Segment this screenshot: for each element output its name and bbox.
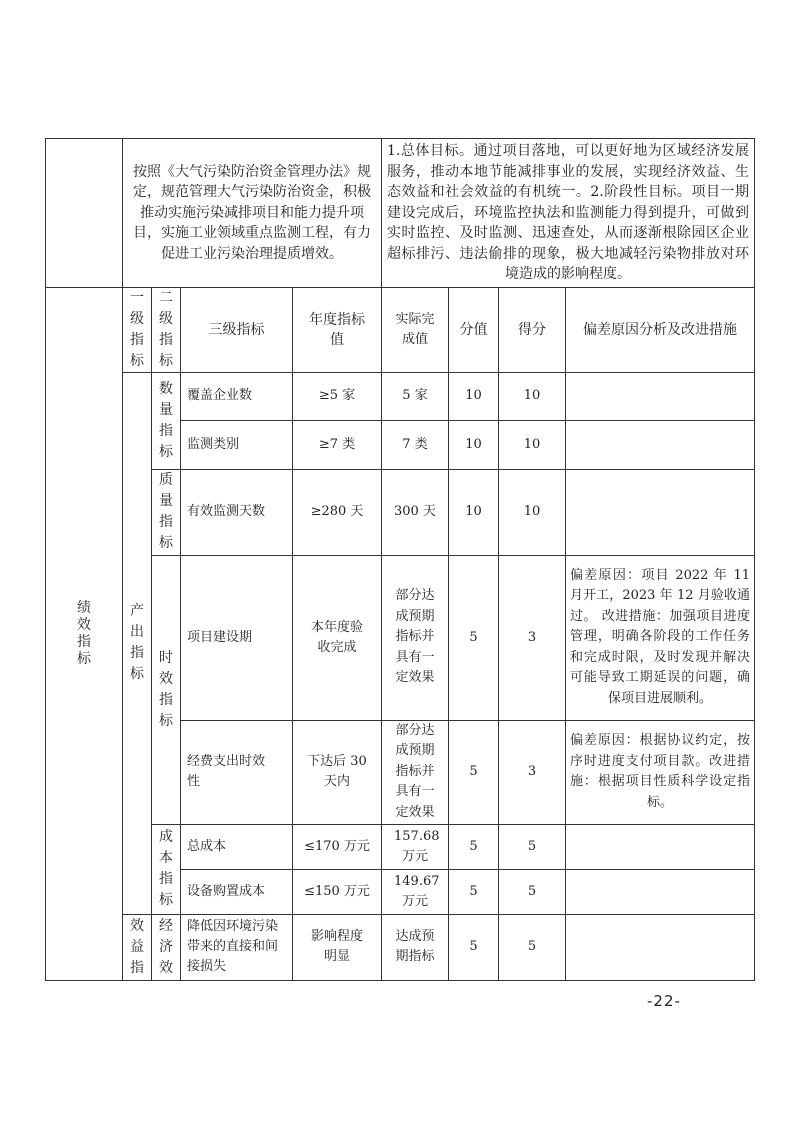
goal-description: 1.总体目标。通过项目落地，可以更好地为区域经济发展服务，推动本地节能减排事业的发展，实现经济效益、生态效益和社会效益的有机统一。2.阶段性目标。项目一期建设完成后，环境监控执法和监测能力得到提升，可做到实时监控、及时监测、迅速查处，从而逐渐根除园区企业超标排污、违法偷排的现象，极大地减轻污染物排放对环境造成的影响程度。: [382, 139, 755, 288]
row-score: 5: [499, 914, 566, 980]
vertical-char: 经: [159, 917, 173, 934]
row-name: 有效监测天数: [181, 469, 293, 555]
row-actual: 部分达成预期指标并具有一定效果: [382, 720, 449, 824]
table-row: [46, 372, 755, 420]
vertical-char: 指: [159, 871, 173, 887]
row-score: 3: [499, 720, 566, 824]
performance-table: [45, 138, 755, 981]
vertical-char: 级: [159, 310, 173, 327]
row-value: 10: [449, 420, 499, 469]
page-number: -22-: [647, 992, 681, 1010]
row-name: 总成本: [181, 824, 293, 869]
row-actual: 部分达成预期指标并具有一定效果: [382, 555, 449, 720]
row-actual: 达成预期指标: [382, 914, 449, 980]
vertical-char: 绩: [77, 599, 91, 616]
vertical-char: 益: [130, 938, 144, 955]
row-actual: 300 天: [382, 469, 449, 555]
table-row: [46, 555, 755, 720]
row-actual: 5 家: [382, 372, 449, 420]
table-row: [46, 824, 755, 869]
vertical-char: 效: [159, 670, 173, 687]
header-row: [46, 287, 755, 372]
row-name: 降低因环境污染带来的直接和间接损失: [181, 914, 293, 980]
row-name: 监测类别: [181, 420, 293, 469]
level2-quantity: [152, 372, 181, 469]
vertical-char: 效: [130, 917, 144, 934]
level2-cost: [152, 824, 181, 914]
row-target: ≤170 万元: [293, 824, 382, 869]
vertical-char: 量: [159, 493, 173, 509]
vertical-char: 标: [159, 535, 173, 551]
vertical-char: 指: [159, 691, 173, 708]
row-actual: 149.67 万元: [382, 869, 449, 914]
vertical-char: 数: [159, 380, 173, 397]
header-level2: [152, 287, 181, 372]
row-value: 5: [449, 869, 499, 914]
row-score: 10: [499, 420, 566, 469]
row-note: [566, 420, 755, 469]
level2-quality: [152, 469, 181, 555]
vertical-char: 指: [77, 633, 91, 650]
row-name: 经费支出时效性: [181, 720, 293, 824]
header-analysis: 偏差原因分析及改进措施: [566, 287, 755, 372]
level2-timeliness: [152, 555, 181, 824]
row-note: [566, 869, 755, 914]
vertical-char: 指: [159, 422, 173, 439]
vertical-char: 二: [159, 289, 173, 306]
vertical-char: 指: [130, 959, 144, 976]
fund-description: 按照《大气污染防治资金管理办法》规定，规范管理大气污染防治资金，积极推动实施污染减排项目和能力提升项目，实施工业领域重点监测工程，有力促进工业污染治理提质增效。: [123, 139, 382, 288]
level2-economic: [152, 914, 181, 980]
vertical-char: 量: [159, 401, 173, 418]
row-target: ≥280 天: [293, 469, 382, 555]
vertical-char: 标: [159, 443, 173, 460]
goal-row: [46, 139, 755, 288]
vertical-char: 出: [130, 624, 144, 640]
vertical-char: 济: [159, 938, 173, 955]
header-score: 得分: [499, 287, 566, 372]
row-note: 偏差原因：项目 2022 年 11 月开工，2023 年 12 月验收通过。 改进措施：加强项目进度管理，明确各阶段的工作任务和完成时限，及时发现并解决可能导致工期延误的问题，确保项目进展顺利。: [566, 555, 755, 720]
table-row: [46, 914, 755, 980]
header-score-value: 分值: [449, 287, 499, 372]
vertical-char: 指: [130, 331, 144, 348]
row-target: ≤150 万元: [293, 869, 382, 914]
vertical-char: 标: [130, 352, 144, 369]
empty-cell: [46, 139, 123, 288]
row-note: [566, 469, 755, 555]
vertical-char: 效: [159, 959, 173, 976]
row-note: [566, 914, 755, 980]
vertical-char: 质: [159, 472, 173, 488]
row-value: 5: [449, 824, 499, 869]
row-value: 10: [449, 469, 499, 555]
header-actual: 实际完成值: [382, 287, 449, 372]
vertical-char: 指: [159, 514, 173, 530]
vertical-char: 本: [159, 850, 173, 866]
vertical-char: 标: [159, 712, 173, 729]
row-actual: 157.68 万元: [382, 824, 449, 869]
vertical-char: 标: [77, 650, 91, 667]
row-name: 覆盖企业数: [181, 372, 293, 420]
row-score: 5: [499, 824, 566, 869]
row-target: ≥7 类: [293, 420, 382, 469]
row-value: 5: [449, 914, 499, 980]
row-target: 影响程度明显: [293, 914, 382, 980]
vertical-char: 效: [77, 616, 91, 633]
vertical-char: 级: [130, 310, 144, 327]
row-actual: 7 类: [382, 420, 449, 469]
row-score: 10: [499, 372, 566, 420]
vertical-char: 标: [159, 352, 173, 369]
row-target: 本年度验收完成: [293, 555, 382, 720]
row-value: 5: [449, 555, 499, 720]
table-row: [46, 469, 755, 555]
row-name: 项目建设期: [181, 555, 293, 720]
vertical-char: 标: [159, 892, 173, 908]
header-level1: [123, 287, 152, 372]
row-score: 5: [499, 869, 566, 914]
row-value: 10: [449, 372, 499, 420]
vertical-char: 时: [159, 649, 173, 666]
section-label-cell: [46, 287, 123, 980]
vertical-char: 指: [130, 645, 144, 661]
section-label: [48, 600, 120, 668]
row-score: 3: [499, 555, 566, 720]
row-score: 10: [499, 469, 566, 555]
header-annual-target: 年度指标值: [293, 287, 382, 372]
row-note: [566, 824, 755, 869]
vertical-char: 一: [130, 289, 144, 306]
header-level3: 三级指标: [181, 287, 293, 372]
row-target: 下达后 30 天内: [293, 720, 382, 824]
row-note: [566, 372, 755, 420]
vertical-char: 产: [130, 603, 144, 619]
row-name: 设备购置成本: [181, 869, 293, 914]
row-value: 5: [449, 720, 499, 824]
vertical-char: 指: [159, 331, 173, 348]
vertical-char: 标: [130, 666, 144, 682]
level1-output: [123, 372, 152, 914]
level1-benefit: [123, 914, 152, 980]
vertical-char: 成: [159, 829, 173, 845]
row-target: ≥5 家: [293, 372, 382, 420]
row-note: 偏差原因：根据协议约定，按序时进度支付项目款。改进措施：根据项目性质科学设定指标。: [566, 720, 755, 824]
